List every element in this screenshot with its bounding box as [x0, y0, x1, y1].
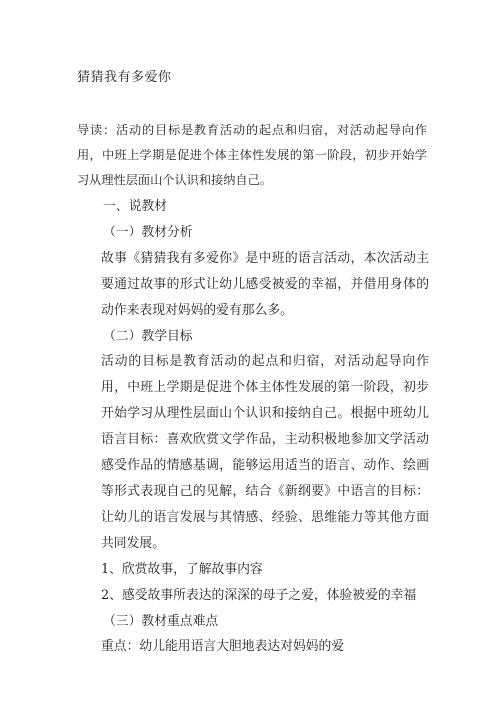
goal-item-1: 1、欣赏故事，了解故事内容 [101, 561, 263, 577]
goal-item-2: 2、感受故事所表达的深深的母子之爱，体验被爱的幸福 [101, 587, 417, 603]
document-body [77, 194, 429, 660]
subsection-heading-key-points: （三）教材重点难点 [103, 613, 219, 629]
intro-paragraph: 导读：活动的目标是教育活动的起点和归宿，对活动起导向作用，中班上学期是促进个体主体性发展的第一阶段，初步开始学习从理性层面山个认识和接纳自己。 [77, 123, 427, 187]
section-heading-teaching-material: 一、说教材 [103, 199, 167, 214]
paragraph-material-analysis: 故事《猜猜我有多爱你》是中班的语言活动，本次活动主要通过故事的形式让幼儿感受被爱的幸福，并借用身体的动作来表现对妈妈的爱有那么多。 [101, 250, 429, 318]
subsection-heading-teaching-goals: （二）教学目标 [103, 328, 193, 344]
paragraph-key-point: 重点：幼儿能用语言大胆地表达对妈妈的爱 [101, 639, 345, 655]
subsection-heading-material-analysis: （一）教材分析 [103, 224, 193, 240]
document-title: 猜猜我有多爱你 [77, 70, 172, 85]
paragraph-teaching-goals: 活动的目标是教育活动的起点和归宿，对活动起导向作用，中班上学期是促进个体主体性发展的第一阶段，初步开始学习从理性层面山个认识和接纳自己。根据中班幼儿语言目标：喜欢欣赏文学作品，主动积极地参加文学活动感受作品的情感基调，能够运用适当的语言、动作、绘画等形式表现自己的见解，结合《新纲要》中语言的目标：让幼儿的语言发展与其情感、经验、思维能力等其他方面共同发展。 [101, 354, 429, 551]
